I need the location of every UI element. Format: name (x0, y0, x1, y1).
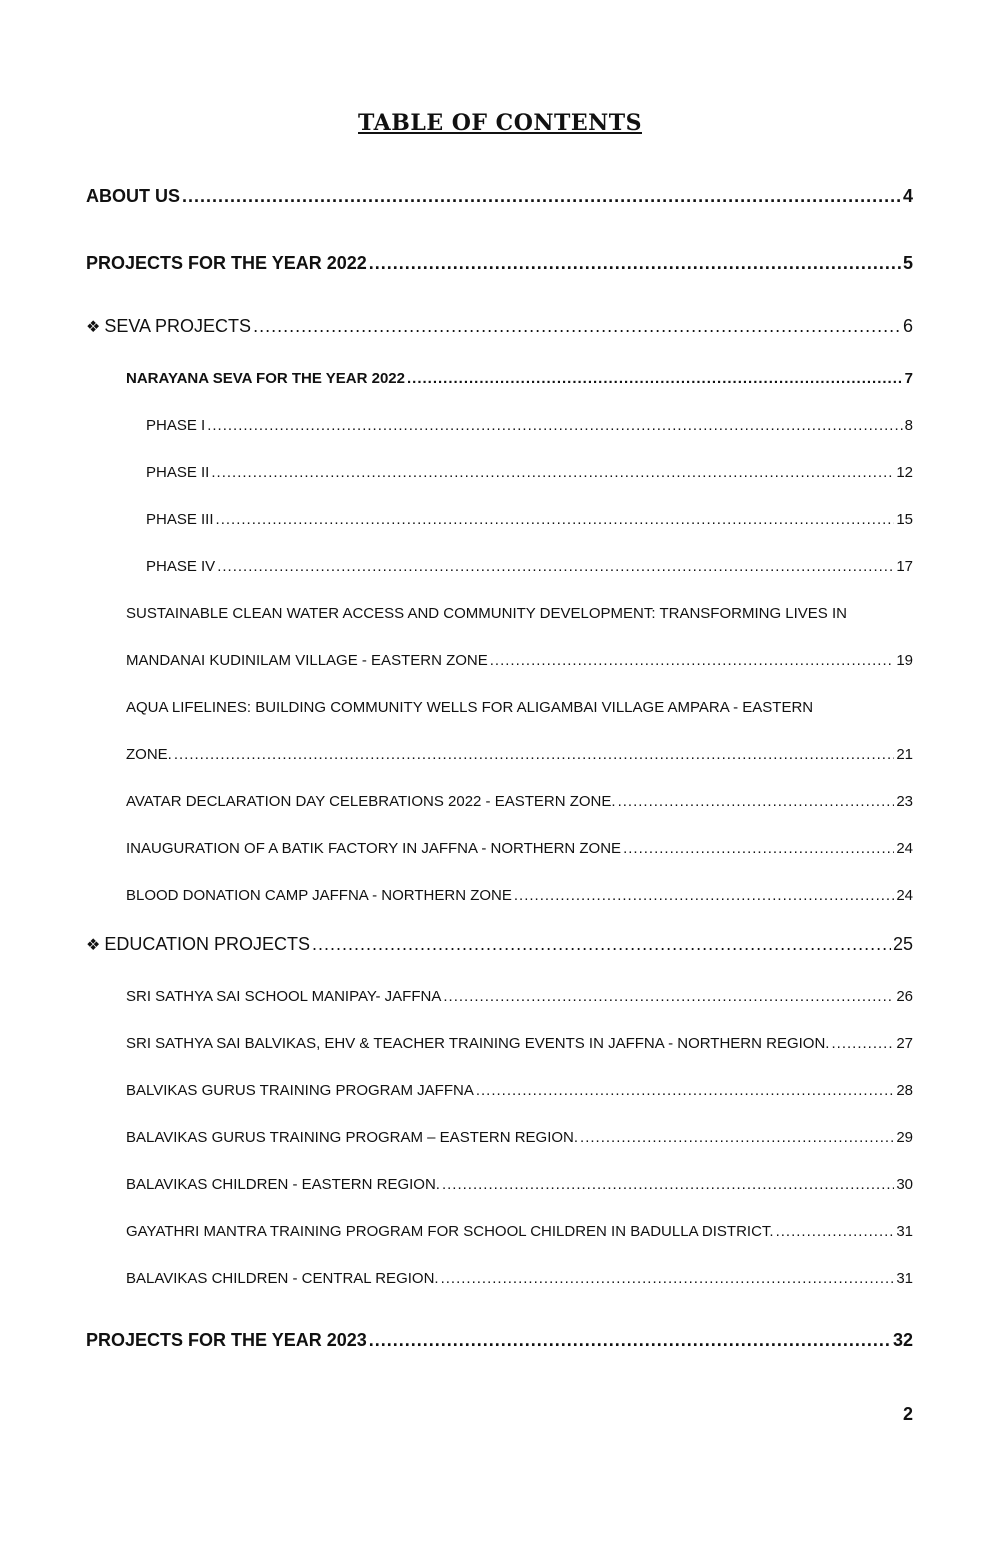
toc-entry-text: ZONE. (126, 746, 172, 763)
dot-leader (182, 186, 901, 207)
toc-entry-text: NARAYANA SEVA FOR THE YEAR 2022 (126, 370, 405, 387)
toc-page-number: 6 (902, 316, 913, 336)
toc-entry-text: PHASE II (146, 464, 210, 481)
toc-entry-text: PHASE I (146, 417, 206, 434)
toc-entry-aqua-line-1[interactable]: AQUA LIFELINES: BUILDING COMMUNITY WELLS FOR ALIGAMBAI VILLAGE AMPARA - EASTERN (126, 699, 814, 716)
toc-entry-projects-2023[interactable] (86, 1330, 913, 1351)
toc-entry-text: SRI SATHYA SAI BALVIKAS, EHV & TEACHER TRAINING EVENTS IN JAFFNA - NORTHERN REGION. (126, 1035, 830, 1052)
toc-page-number: 7 (904, 370, 913, 387)
toc-entry-text: PROJECTS FOR THE YEAR 2022 (86, 253, 367, 273)
toc-entry-projects-2022[interactable] (86, 253, 913, 274)
toc-entry-text: MANDANAI KUDINILAM VILLAGE - EASTERN ZONE (126, 652, 488, 669)
toc-entry-water-line-1[interactable]: SUSTAINABLE CLEAN WATER ACCESS AND COMMUNITY DEVELOPMENT: TRANSFORMING LIVES IN (126, 605, 847, 622)
toc-entry-children-eastern[interactable] (126, 1176, 913, 1193)
toc-page-number: 24 (896, 887, 913, 904)
toc-page-number: 27 (896, 1035, 913, 1052)
dot-leader (580, 1129, 894, 1146)
dot-leader (618, 793, 895, 810)
dot-leader (211, 464, 894, 481)
dot-leader (776, 1223, 895, 1240)
toc-page-number: 26 (896, 988, 913, 1005)
diamond-bullet-icon: ❖ (86, 319, 101, 336)
toc-entry-text: SEVA PROJECTS (104, 316, 252, 336)
toc-entry-text: PHASE IV (146, 558, 216, 575)
toc-entry-text: SRI SATHYA SAI SCHOOL MANIPAY- JAFFNA (126, 988, 442, 1005)
dot-leader (490, 652, 895, 669)
dot-leader (207, 417, 902, 434)
toc-page-number: 29 (896, 1129, 913, 1146)
dot-leader (369, 253, 901, 274)
toc-entry-text: BALAVIKAS GURUS TRAINING PROGRAM – EASTERN REGION. (126, 1129, 579, 1146)
toc-entry-text: EDUCATION PROJECTS (104, 934, 311, 954)
dot-leader (623, 840, 894, 857)
dot-leader (514, 887, 894, 904)
dot-leader (217, 558, 894, 575)
toc-entry-balvikas-ehv[interactable] (126, 1035, 913, 1052)
toc-entry-batik-factory[interactable] (126, 840, 913, 857)
toc-entry-gurus-jaffna[interactable] (126, 1082, 913, 1099)
toc-entry-phase-3[interactable] (146, 511, 913, 528)
dot-leader (443, 988, 894, 1005)
dot-leader (442, 1176, 894, 1193)
toc-entry-education-projects[interactable] (86, 934, 913, 955)
toc-entry-text: GAYATHRI MANTRA TRAINING PROGRAM FOR SCHOOL CHILDREN IN BADULLA DISTRICT. (126, 1223, 774, 1240)
toc-page-number: 21 (896, 746, 913, 763)
dot-leader (441, 1270, 895, 1287)
toc-entry-blood-donation[interactable] (126, 887, 913, 904)
toc-page-number: 5 (902, 253, 913, 273)
toc-entry-text: PHASE III (146, 511, 214, 528)
dot-leader (253, 316, 901, 337)
toc-entry-text: BALVIKAS GURUS TRAINING PROGRAM JAFFNA (126, 1082, 474, 1099)
toc-page-number: 28 (896, 1082, 913, 1099)
toc-entry-text: PROJECTS FOR THE YEAR 2023 (86, 1330, 367, 1350)
toc-entry-about-us[interactable] (86, 186, 913, 207)
toc-page-number: 32 (892, 1330, 913, 1350)
toc-entry-seva-projects[interactable] (86, 316, 913, 337)
toc-entry-text: BLOOD DONATION CAMP JAFFNA - NORTHERN ZONE (126, 887, 512, 904)
toc-page-number: 15 (896, 511, 913, 528)
toc-entry-narayana-seva[interactable] (126, 370, 913, 387)
dot-leader (312, 934, 891, 955)
dot-leader (369, 1330, 891, 1351)
toc-page-number: 8 (904, 417, 913, 434)
toc-page-number: 23 (896, 793, 913, 810)
diamond-bullet-icon: ❖ (86, 937, 101, 954)
toc-entry-text: ABOUT US (86, 186, 180, 206)
dot-leader (407, 370, 903, 387)
toc-entry-gayathri-mantra[interactable] (126, 1223, 913, 1240)
dot-leader (216, 511, 895, 528)
toc-entry-gurus-eastern[interactable] (126, 1129, 913, 1146)
toc-entry-phase-2[interactable] (146, 464, 913, 481)
toc-page-number: 17 (896, 558, 913, 575)
toc-page-number: 4 (902, 186, 913, 206)
toc-entry-phase-1[interactable] (146, 417, 913, 434)
toc-entry-avatar-declaration[interactable] (126, 793, 913, 810)
dot-leader (174, 746, 894, 763)
toc-page-number: 31 (896, 1270, 913, 1287)
toc-entry-phase-4[interactable] (146, 558, 913, 575)
toc-page-number: 24 (896, 840, 913, 857)
toc-entry-text: BALAVIKAS CHILDREN - EASTERN REGION. (126, 1176, 440, 1193)
toc-entry-aqua-lifelines[interactable] (126, 746, 913, 763)
toc-entry-children-central[interactable] (126, 1270, 913, 1287)
toc-entry-text: AVATAR DECLARATION DAY CELEBRATIONS 2022 - EASTERN ZONE. (126, 793, 616, 810)
toc-entry-water-access[interactable] (126, 652, 913, 669)
dot-leader (476, 1082, 894, 1099)
toc-page-number: 12 (896, 464, 913, 481)
toc-page-number: 25 (892, 934, 913, 954)
page-number: 2 (902, 1404, 913, 1424)
dot-leader (831, 1035, 894, 1052)
toc-entry-text: INAUGURATION OF A BATIK FACTORY IN JAFFNA - NORTHERN ZONE (126, 840, 622, 857)
toc-page-number: 31 (896, 1223, 913, 1240)
page-title: TABLE OF CONTENTS (358, 110, 642, 136)
toc-page-number: 19 (896, 652, 913, 669)
toc-entry-sai-school[interactable] (126, 988, 913, 1005)
toc-page-number: 30 (896, 1176, 913, 1193)
toc-entry-text: BALAVIKAS CHILDREN - CENTRAL REGION. (126, 1270, 439, 1287)
